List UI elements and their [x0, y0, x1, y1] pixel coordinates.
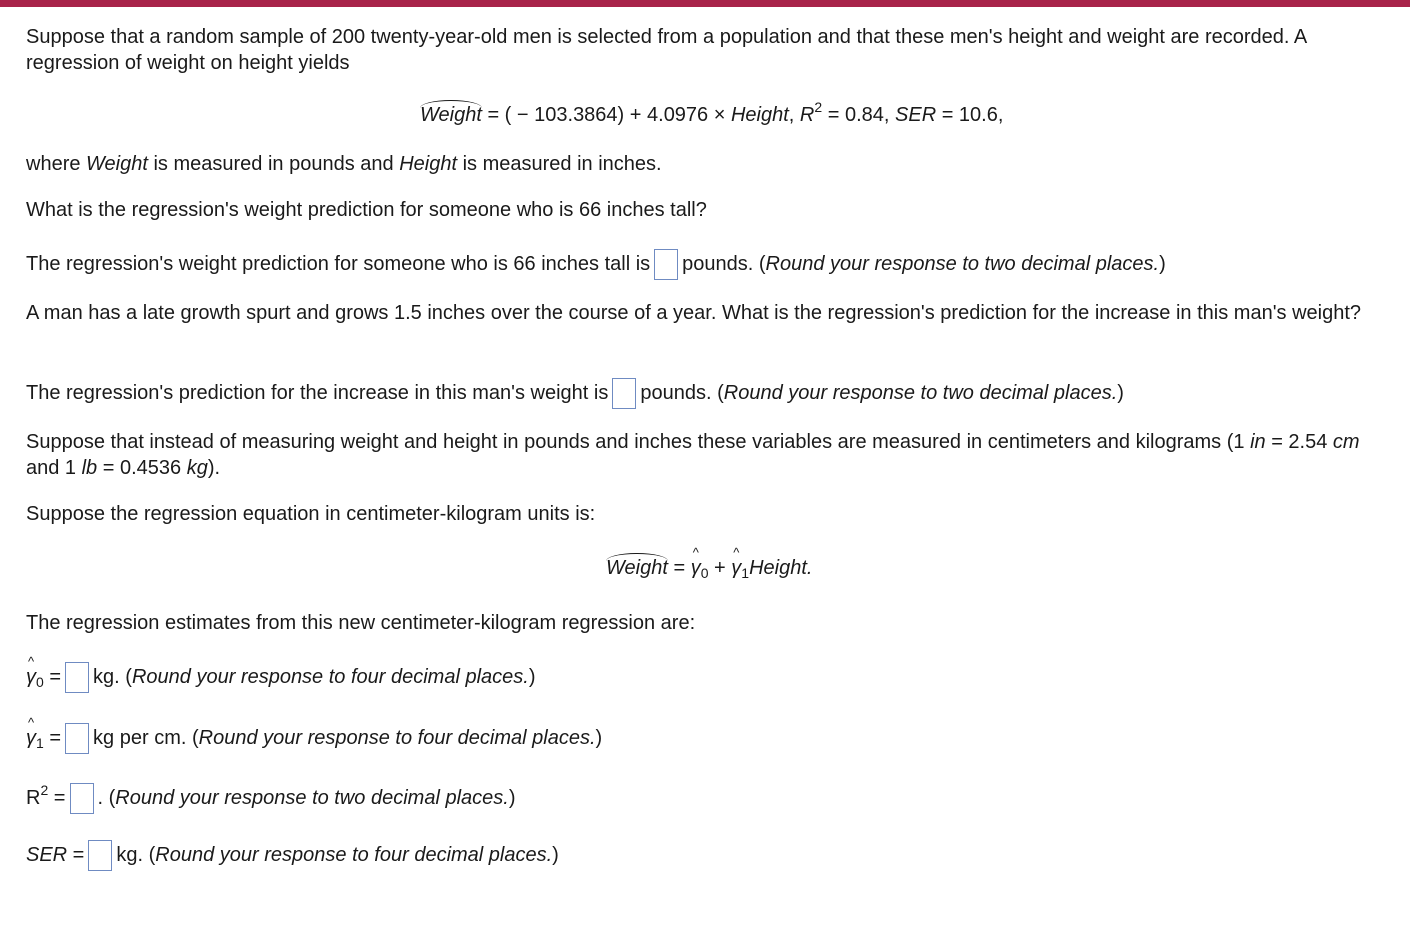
cm-kg-equation: Weight = ^ $\gamma_0$ + ^ $\gamma_1Height$.: [606, 555, 812, 581]
ser-row: SER = kg. (Round your response to four decimal places.): [26, 840, 559, 871]
r2-label: R: [799, 104, 815, 126]
gamma1-row: ^ $\gamma_1$ = kg per cm. (Round your response to four decimal places.): [26, 723, 602, 754]
intro-text: Suppose that a random sample of 200 twenty-year-old men is selected from a population and that these men's height and weight are recorded. A regression of weight on height yields: [26, 26, 1307, 74]
ser-label: SER: [895, 104, 937, 126]
where-text: where Weight is measured in pounds and Height is measured in inches.: [26, 153, 662, 175]
height-var: Height: [730, 104, 789, 126]
answer-2-row: The regression's prediction for the increase in this man's weight is pounds. (Round your response to two decimal places.): [26, 378, 1124, 409]
header-accent-bar: [0, 0, 1410, 7]
gamma-1-hat: ^ γ: [731, 555, 741, 581]
equation-body: = ( − 103.3864) + 4.0976 ×: [481, 104, 731, 126]
r2-value: = 0.84,: [822, 104, 896, 126]
weight-hat: Weight: [420, 104, 482, 126]
weight-increase-input[interactable]: [612, 378, 636, 409]
units-text: Suppose that instead of measuring weight and height in pounds and inches these variables are measured in centimeters and kilograms (1 in = 2.54 cm and 1 lb = 0.4536 kg).: [26, 431, 1360, 479]
question-2: A man has a late growth spurt and grows 1.5 inches over the course of a year. What is the regression's prediction for the increase in this man's weight?: [26, 302, 1361, 324]
ser-input[interactable]: [88, 840, 112, 871]
r2-row: $R^2$ = . (Round your response to two decimal places.): [26, 783, 516, 814]
gamma0-row: ^ $\gamma_0$ = kg. (Round your response to four decimal places.): [26, 662, 536, 693]
gamma0-input[interactable]: [65, 662, 89, 693]
question-1: What is the regression's weight prediction for someone who is 66 inches tall?: [26, 199, 707, 221]
suppose-text: Suppose the regression equation in centimeter-kilogram units is:: [26, 503, 596, 525]
regression-equation: Weight = ( − 103.3864) + 4.0976 × Height, $R^2 = 0.84$, SER = 10.6,: [420, 99, 1004, 126]
answer-1-row: The regression's weight prediction for someone who is 66 inches tall is pounds. (Round your response to two decimal places.): [26, 249, 1166, 280]
gamma1-input[interactable]: [65, 723, 89, 754]
weight-prediction-input[interactable]: [654, 249, 678, 280]
estimates-intro: The regression estimates from this new centimeter-kilogram regression are:: [26, 612, 696, 634]
ser-value: = 10.6,: [936, 104, 1004, 126]
gamma-0-hat: ^ γ: [691, 555, 701, 581]
r2-input[interactable]: [70, 783, 94, 814]
